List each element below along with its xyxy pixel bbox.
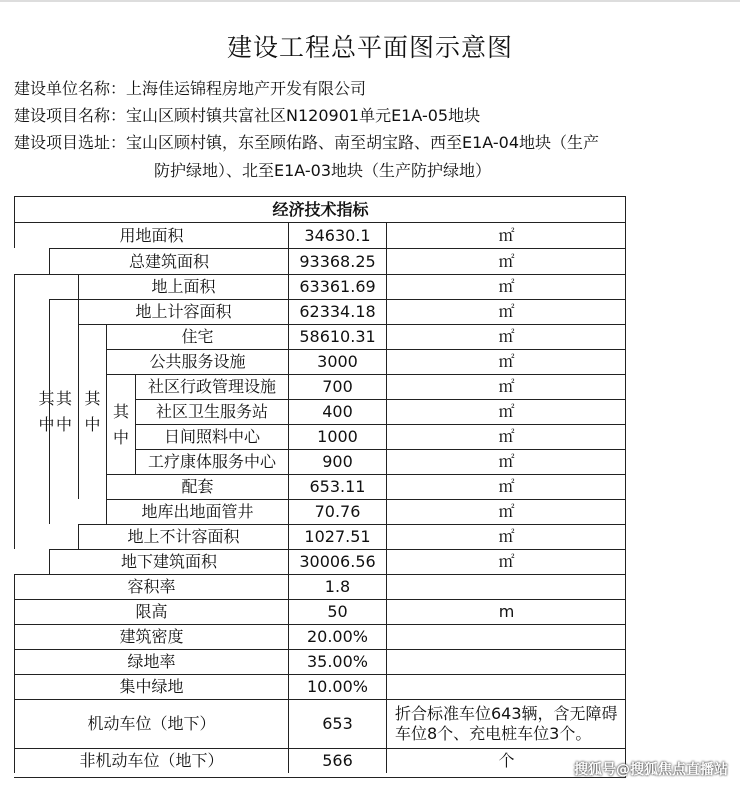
row-unit: ㎡ (386, 449, 626, 474)
project-site-value-2: 防护绿地）、北至E1A-03地块（生产防护绿地） (154, 161, 492, 180)
row-label: 集中绿地 (14, 674, 288, 699)
row-value: 1.8 (288, 574, 386, 599)
row-value: 34630.1 (288, 222, 386, 248)
row-value: 63361.69 (288, 274, 386, 299)
project-site-line-2 (154, 160, 491, 182)
row-unit: ㎡ (386, 474, 626, 499)
row-unit: ㎡ (386, 299, 626, 324)
qi-zhong-label: 其中 (38, 389, 55, 434)
construction-unit-line (14, 78, 366, 100)
row-unit: ㎡ (386, 274, 626, 299)
row-value: 93368.25 (288, 248, 386, 274)
row-unit: 折合标准车位643辆，含无障碍车位8个、充电桩车位3个。 (386, 699, 626, 748)
qi-zhong-merged-cell (78, 324, 106, 499)
project-name-value: 宝山区顾村镇共富社区N120901单元E1A-05地块 (126, 106, 481, 125)
qi-zhong-merged-cell (49, 299, 78, 524)
row-unit: ㎡ (386, 324, 626, 349)
row-value: 10.00% (288, 674, 386, 699)
row-unit: ㎡ (386, 549, 626, 574)
row-unit: ㎡ (386, 248, 626, 274)
table-header: 经济技术指标 (14, 196, 626, 222)
row-label: 容积率 (14, 574, 288, 599)
qi-zhong-merged-cell (106, 374, 135, 474)
project-name-label: 建设项目名称： (14, 106, 127, 125)
row-label: 总建筑面积 (49, 248, 288, 274)
row-unit (386, 574, 626, 599)
project-site-line (14, 132, 599, 154)
document-title: 建设工程总平面图示意图 (226, 33, 513, 62)
row-label: 机动车位（地下） (14, 699, 288, 748)
row-value: 700 (288, 374, 386, 399)
row-value: 1027.51 (288, 524, 386, 549)
row-unit: ㎡ (386, 374, 626, 399)
row-unit: ㎡ (386, 424, 626, 449)
row-unit (386, 624, 626, 649)
row-value: 1000 (288, 424, 386, 449)
project-site-label: 建设项目选址： (14, 133, 127, 152)
row-label: 工疗康体服务中心 (135, 449, 288, 474)
row-value: 20.00% (288, 624, 386, 649)
row-label: 建筑密度 (14, 624, 288, 649)
row-label: 公共服务设施 (106, 349, 288, 374)
economic-indicators-table (14, 196, 626, 778)
row-unit: ㎡ (386, 399, 626, 424)
row-unit (386, 674, 626, 699)
row-value: 400 (288, 399, 386, 424)
project-site-value-1: 宝山区顾村镇，东至顾佑路、南至胡宝路、西至E1A-04地块（生产 (126, 133, 600, 152)
row-unit: m (386, 599, 626, 624)
row-label: 地上面积 (78, 274, 288, 299)
row-value: 62334.18 (288, 299, 386, 324)
row-label: 非机动车位（地下） (14, 748, 288, 773)
row-value: 653.11 (288, 474, 386, 499)
qi-zhong-label: 其中 (84, 389, 101, 434)
row-value: 50 (288, 599, 386, 624)
watermark: 搜狐号@搜狐焦点直播站 (574, 762, 728, 778)
row-value: 35.00% (288, 649, 386, 674)
row-unit: ㎡ (386, 349, 626, 374)
row-value: 3000 (288, 349, 386, 374)
row-unit: ㎡ (386, 499, 626, 524)
row-label: 绿地率 (14, 649, 288, 674)
row-value: 58610.31 (288, 324, 386, 349)
row-label: 限高 (14, 599, 288, 624)
row-label: 日间照料中心 (135, 424, 288, 449)
row-value: 70.76 (288, 499, 386, 524)
row-label: 社区卫生服务站 (135, 399, 288, 424)
row-unit: ㎡ (386, 222, 626, 248)
row-label: 配套 (106, 474, 288, 499)
row-label: 住宅 (106, 324, 288, 349)
qi-zhong-label: 其中 (56, 389, 73, 434)
project-name-line (14, 105, 480, 127)
row-label: 地上计容面积 (78, 299, 288, 324)
row-value: 653 (288, 699, 386, 748)
row-label: 地库出地面管井 (106, 499, 288, 524)
row-unit: ㎡ (386, 524, 626, 549)
row-label: 用地面积 (14, 222, 288, 248)
construction-unit-value: 上海佳运锦程房地产开发有限公司 (126, 79, 367, 98)
row-unit: 个 (386, 748, 626, 773)
row-value: 30006.56 (288, 549, 386, 574)
row-label: 地上不计容面积 (78, 524, 288, 549)
row-unit (386, 649, 626, 674)
row-label: 地下建筑面积 (49, 549, 288, 574)
construction-unit-label: 建设单位名称： (14, 79, 127, 98)
row-value: 900 (288, 449, 386, 474)
top-edge (0, 0, 740, 2)
row-label: 社区行政管理设施 (135, 374, 288, 399)
qi-zhong-label: 其中 (113, 401, 130, 447)
row-value: 566 (288, 748, 386, 773)
